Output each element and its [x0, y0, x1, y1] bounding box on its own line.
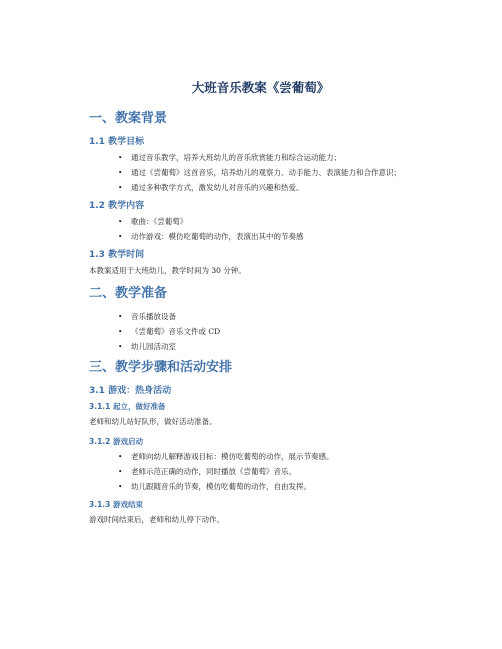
list-item: • 老师示范正确的动作，同时播放《尝葡萄》音乐。: [118, 467, 296, 476]
bullet-icon: •: [118, 217, 123, 226]
bullet-icon: •: [118, 482, 123, 491]
bullet-icon: •: [118, 452, 123, 461]
section-heading-steps: 三、教学步骤和活动安排: [89, 360, 233, 375]
list-item: • 幼儿跟随音乐的节奏，模仿吃葡萄的动作，自由发挥。: [118, 482, 311, 491]
subheading-warmup-game: 3.1 游戏：热身活动: [89, 386, 172, 396]
stand-up-text: 老师和幼儿站好队形，做好活动准备。: [89, 417, 217, 426]
game-end-text: 游戏时间结束后，老师和幼儿停下动作。: [89, 515, 224, 524]
bullet-icon: •: [118, 312, 123, 321]
subheading-teaching-goals: 1.1 教学目标: [89, 137, 145, 147]
teaching-time-text: 本教案适用于大班幼儿，教学时间为 30 分钟。: [89, 266, 246, 275]
subsubheading-stand-up: 3.1.1 起立，做好准备: [89, 402, 166, 411]
teaching-goals-list: [89, 152, 432, 194]
list-item: • 音乐播放设备: [118, 312, 176, 321]
list-item: • 通过《尝葡萄》这首音乐，培养幼儿的观察力、动手能力、表演能力和合作意识；: [118, 168, 401, 177]
subheading-teaching-content: 1.2 教学内容: [89, 201, 145, 211]
list-item: • 通过多种教学方式，激发幼儿对音乐的兴趣和热爱。: [118, 183, 304, 192]
list-item: • 歌曲：《尝葡萄》: [118, 217, 188, 226]
bullet-icon: •: [118, 232, 123, 241]
game-start-list: [89, 451, 432, 493]
bullet-icon: •: [118, 467, 123, 476]
list-item: • 老师向幼儿解释游戏目标：模仿吃葡萄的动作，展示节奏感。: [118, 452, 334, 461]
document-title: 大班音乐教案《尝葡萄》: [191, 80, 330, 95]
teaching-content-list: [89, 216, 432, 243]
list-item: • 通过音乐教学，培养大班幼儿的音乐欣赏能力和综合运动能力；: [118, 153, 341, 162]
list-item: • 动作游戏：模仿吃葡萄的动作，表演出其中的节奏感: [118, 232, 304, 241]
section-heading-preparation: 二、教学准备: [89, 286, 168, 301]
bullet-icon: •: [118, 342, 123, 351]
list-item: • 幼儿园活动室: [118, 342, 176, 351]
section-heading-background: 一、教案背景: [89, 111, 168, 126]
bullet-icon: •: [118, 153, 123, 162]
bullet-icon: •: [118, 168, 123, 177]
bullet-icon: •: [118, 183, 123, 192]
subsubheading-game-end: 3.1.3 游戏结束: [89, 500, 143, 509]
list-item: • 《尝葡萄》音乐文件或 CD: [118, 327, 221, 336]
bullet-icon: •: [118, 327, 123, 336]
preparation-list: [89, 311, 432, 353]
subheading-teaching-time: 1.3 教学时间: [89, 250, 145, 260]
subsubheading-game-start: 3.1.2 游戏启动: [89, 437, 143, 446]
